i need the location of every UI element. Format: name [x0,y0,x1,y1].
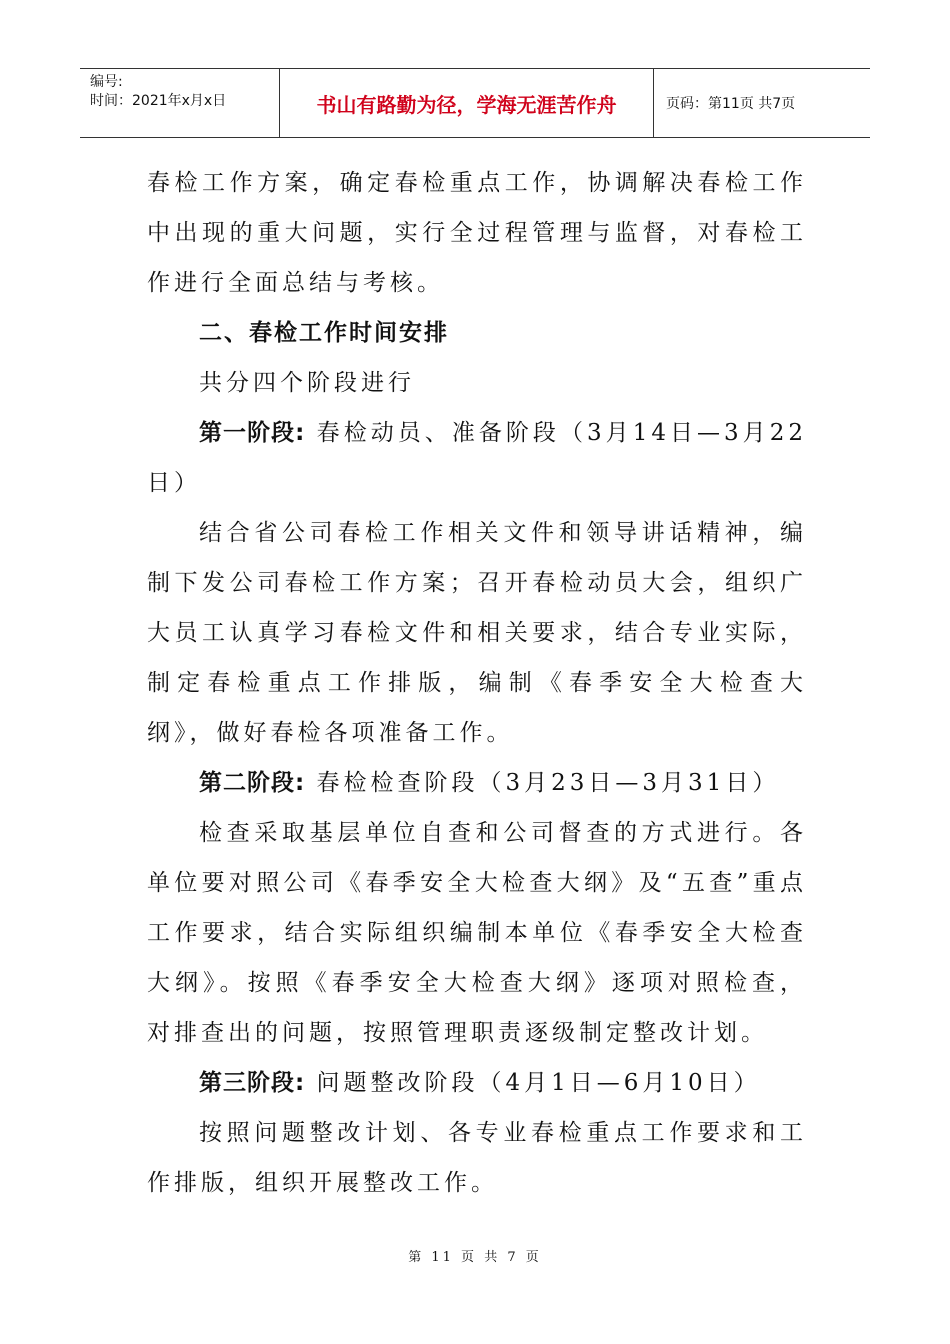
stage-2-text: 春检检查阶段（3月23日—3月31日） [305,770,780,796]
paragraph-1: 春检工作方案，确定春检重点工作，协调解决春检工作中出现的重大问题，实行全过程管理与监督，对春检工作进行全面总结与考核。 [147,170,807,296]
section-heading: 二、春检工作时间安排 [199,320,449,346]
stage-3-line [147,1058,807,1108]
stage-1-label: 第一阶段: [199,420,306,446]
document-body [147,158,807,1208]
code-label: 编号: [90,74,123,90]
document-header [80,68,870,138]
page-footer: 第 11 页 共 7 页 [408,1250,542,1265]
stage-3-text: 问题整改阶段（4月1日—6月10日） [305,1070,761,1096]
paragraph-2: 共分四个阶段进行 [199,370,415,396]
header-motto [280,69,654,137]
header-meta [80,69,280,137]
stage-1-line [147,408,807,508]
stage-1-text: 春检动员、准备阶段（3月14日—3月22日） [147,420,807,496]
stage-3-label: 第三阶段: [199,1070,306,1096]
paragraph-4: 检查采取基层单位自查和公司督查的方式进行。各单位要对照公司《春季安全大检查大纲》及“五查”重点工作要求，结合实际组织编制本单位《春季安全大检查大纲》。按照《春季安全大检查大纲》逐项对照检查，对排查出的问题，按照管理职责逐级制定整改计划。 [147,820,807,1046]
paragraph-3: 结合省公司春检工作相关文件和领导讲话精神，编制下发公司春检工作方案；召开春检动员大会，组织广大员工认真学习春检文件和相关要求，结合专业实际，制定春检重点工作排版，编制《春季安全大检查大纲》，做好春检各项准备工作。 [147,520,807,746]
stage-2-line [147,758,807,808]
motto-text: 书山有路勤为径，学海无涯苦作舟 [316,92,617,117]
time-label: 时间：2021年x月x日 [90,93,227,109]
stage-2-label: 第二阶段: [199,770,306,796]
paragraph-5: 按照问题整改计划、各专业春检重点工作要求和工作排版，组织开展整改工作。 [147,1120,807,1196]
header-page-number: 页码：第11页 共7页 [666,96,796,112]
